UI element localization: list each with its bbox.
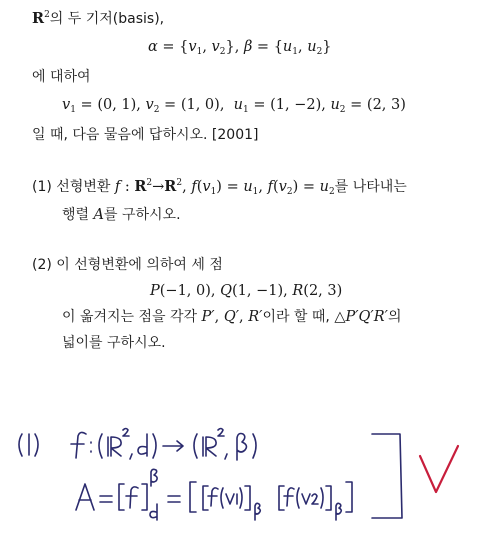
space-symbol: $R^2$ bbox=[32, 10, 50, 27]
u1-value: (1, −2) bbox=[270, 97, 322, 113]
question-1-line2-pre: 행렬 bbox=[62, 207, 90, 223]
question-1-line-2 bbox=[62, 206, 181, 224]
question-2-text: 이 선형변환에 의하여 세 점 bbox=[56, 257, 223, 273]
u2-value: (2, 3) bbox=[366, 97, 406, 113]
v2-value: (1, 0) bbox=[180, 97, 220, 113]
question-2-line-3: 이 옮겨지는 점을 각각 P′, Q′, R′이라 할 때, △P′Q′R′의 bbox=[62, 309, 402, 325]
question-2-line3-pre: 이 옮겨지는 점을 각각 bbox=[62, 309, 198, 325]
intro-text: 의 두 기저(basis), bbox=[49, 11, 165, 27]
question-2-line-4: 넓이를 구하시오. bbox=[62, 335, 166, 351]
question-2-line-1 bbox=[32, 256, 223, 274]
question-1-tail: 를 나타내는 bbox=[334, 179, 407, 195]
question-1-number: (1) bbox=[32, 179, 52, 195]
handwritten-notes bbox=[0, 400, 480, 540]
vector-definitions: $v_1 = (0$, 1), $v_2 = (1$, 0), $u_1 = (1$, −2), $u_2 = (2$, 3) bbox=[62, 97, 406, 115]
matrix-name: A bbox=[93, 207, 104, 223]
intro-line bbox=[32, 10, 164, 28]
question-1-lead: 선형변환 bbox=[56, 179, 111, 195]
question-1-line-1: (1) 선형변환 f : $R^2\to R^2$, $f(v_1) = u_1$, $f(v_2) = u_2$를 나타내는 bbox=[32, 178, 407, 197]
question-2-line3-mid: 이라 할 때, bbox=[262, 309, 330, 325]
beta-symbol: β bbox=[243, 39, 253, 55]
question-2-line3-post: 의 bbox=[387, 309, 402, 325]
question-2-number: (2) bbox=[32, 257, 52, 273]
about-line: 에 대하여 bbox=[32, 69, 91, 85]
question-1-line2-post: 를 구하시오. bbox=[104, 207, 181, 223]
question-2-points: P(−1, 0), Q(1, −1), R(2, 3) bbox=[150, 283, 343, 299]
v1-value: (0, 1) bbox=[97, 97, 137, 113]
check-mark-icon bbox=[420, 446, 458, 492]
alpha-symbol: α bbox=[148, 39, 158, 55]
instruction-line: 일 때, 다음 물음에 답하시오. [2001] bbox=[32, 127, 259, 143]
handwriting-strokes bbox=[0, 400, 480, 540]
basis-definitions: $\alpha = \{v_1$, $v_2$}, $\beta = \{u_1$, $u_2$} bbox=[148, 39, 332, 57]
